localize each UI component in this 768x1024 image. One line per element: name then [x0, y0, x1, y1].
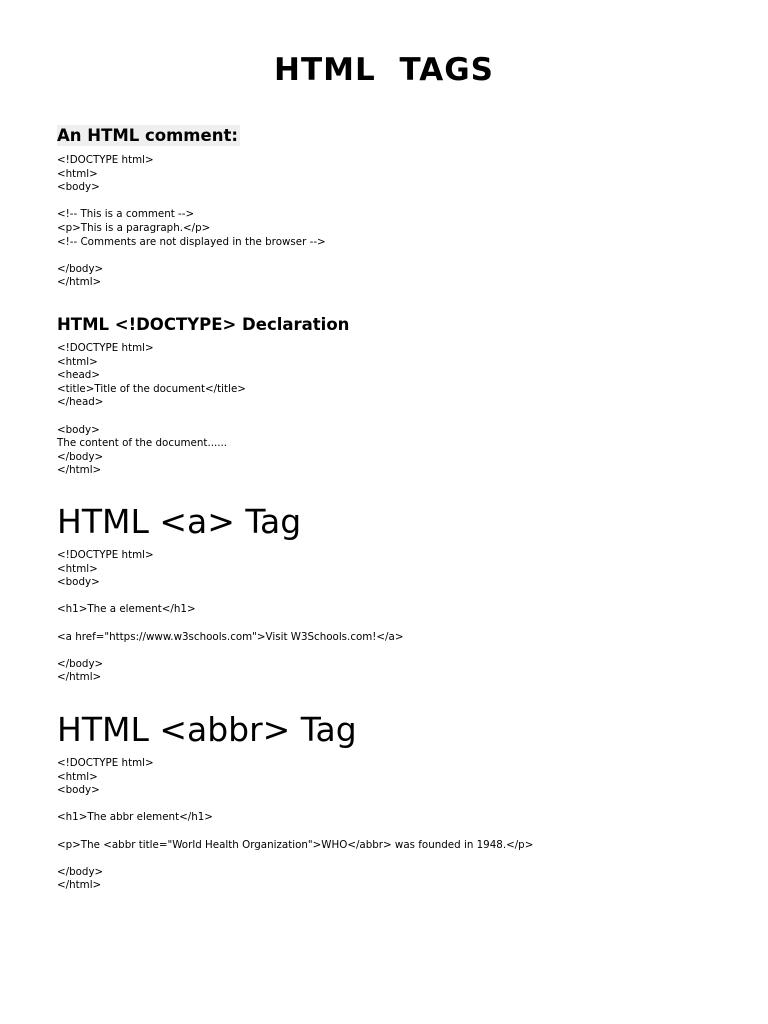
- section-a-tag: [57, 502, 403, 685]
- code-line: <!DOCTYPE html>: [57, 757, 154, 769]
- code-line: <p>The <abbr title="World Health Organization">WHO</abbr> was founded in 1948.</p>: [57, 838, 534, 851]
- code-line: <title>Title of the document</title>: [57, 382, 246, 395]
- code-line: <html>: [57, 562, 98, 575]
- code-line: [57, 825, 533, 839]
- code-line: <body>: [57, 181, 100, 194]
- code-line: </head>: [57, 396, 104, 409]
- code-line: [57, 249, 326, 263]
- code-line: [57, 798, 533, 812]
- code-line: <!DOCTYPE html>: [57, 154, 154, 166]
- code-line: <a href="https://www.w3schools.com">Visit W3Schools.com!</a>: [57, 630, 404, 643]
- section-abbr-tag: [57, 710, 533, 893]
- section-doctype: [57, 314, 351, 478]
- code-line: </body>: [57, 657, 104, 670]
- code-line: <h1>The abbr element</h1>: [57, 811, 213, 824]
- code-line: </html>: [57, 671, 102, 684]
- code-line: <body>: [57, 423, 100, 436]
- code-line: <head>: [57, 369, 100, 382]
- section-heading: An HTML comment:: [57, 126, 238, 145]
- code-line: <html>: [57, 355, 98, 368]
- code-line: </html>: [57, 276, 102, 289]
- code-line: <body>: [57, 784, 100, 797]
- code-line: <!-- This is a comment -->: [57, 208, 195, 221]
- code-line: <h1>The a element</h1>: [57, 603, 196, 616]
- code-line: [57, 410, 351, 424]
- code-line: </html>: [57, 879, 102, 892]
- code-line: <p>This is a paragraph.</p>: [57, 221, 211, 234]
- code-line: [57, 852, 533, 866]
- code-line: [57, 617, 403, 631]
- section-heading: HTML <!DOCTYPE> Declaration: [57, 315, 350, 334]
- code-block: [57, 342, 351, 478]
- code-line: <body>: [57, 576, 100, 589]
- document-title: HTML TAGS: [274, 52, 494, 88]
- code-line: </body>: [57, 262, 104, 275]
- code-line: <!-- Comments are not displayed in the browser -->: [57, 235, 326, 248]
- section-heading: HTML <a> Tag: [57, 502, 302, 541]
- code-line: [57, 195, 326, 209]
- code-line: <html>: [57, 167, 98, 180]
- section-heading: HTML <abbr> Tag: [57, 710, 357, 749]
- code-line: </html>: [57, 464, 102, 477]
- code-line: [57, 644, 403, 658]
- code-line: [57, 590, 403, 604]
- code-line: <!DOCTYPE html>: [57, 342, 154, 354]
- code-line: </body>: [57, 450, 104, 463]
- section-html-comment: [57, 125, 326, 290]
- code-line: <!DOCTYPE html>: [57, 549, 154, 561]
- code-line: The content of the document......: [57, 437, 228, 450]
- code-block: [57, 549, 403, 685]
- code-line: </body>: [57, 865, 104, 878]
- code-block: [57, 154, 326, 290]
- code-block: [57, 757, 533, 893]
- code-line: <html>: [57, 770, 98, 783]
